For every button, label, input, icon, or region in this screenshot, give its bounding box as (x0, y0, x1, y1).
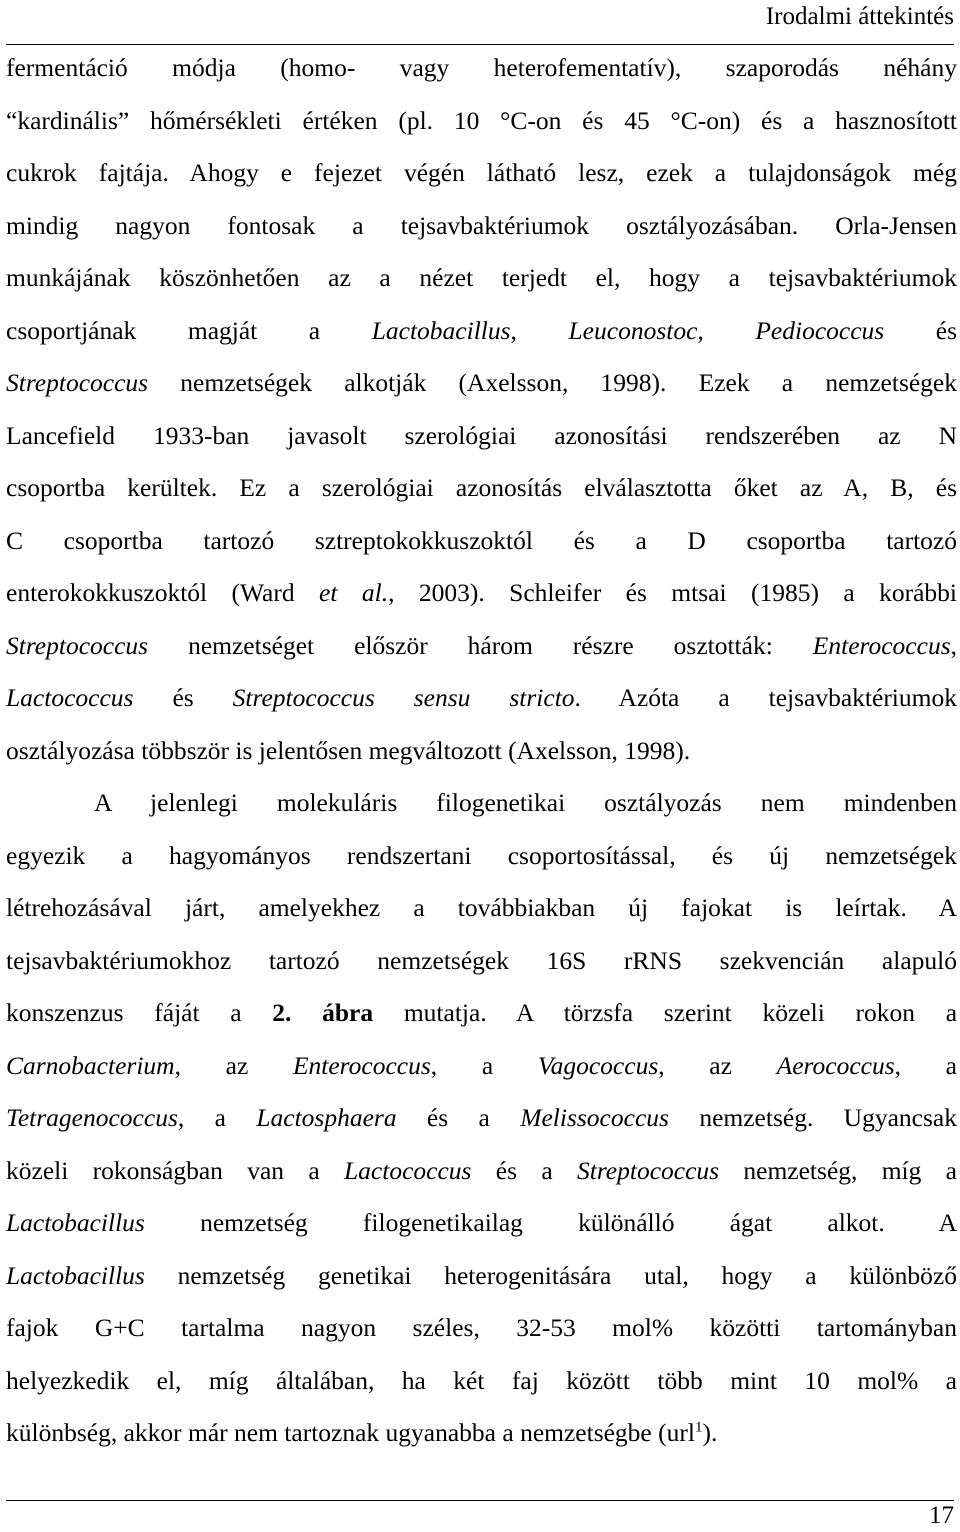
text-segment: nemzetség genetikai heterogenitására utal, hogy a különböző (144, 1260, 957, 1290)
italic-text: Vagococcus (537, 1050, 659, 1080)
text-segment: , (697, 315, 756, 345)
text-segment: , a (430, 1050, 538, 1080)
text-segment: egyezik a hagyományos rendszertani csoportosítással, és új nemzetségek (6, 840, 957, 870)
text-segment: Lancefield 1933-ban javasolt szerológiai azonosítási rendszerében az N (6, 420, 957, 450)
text-segment: , (950, 630, 957, 660)
italic-text: Carnobacterium (6, 1050, 175, 1080)
text-segment: cukrok fajtája. Ahogy e fejezet végén látható lesz, ezek a tulajdonságok még (6, 158, 957, 187)
text-segment: , a (177, 1103, 257, 1132)
bold-text: 2. ábra (272, 998, 374, 1027)
italic-text: Lactobacillus (6, 1260, 145, 1290)
italic-text: Streptococcus (6, 630, 149, 660)
italic-text: Enterococcus (292, 1050, 431, 1080)
text-line (6, 987, 957, 1040)
text-segment: . Azóta a tejsavbaktériumok (574, 683, 957, 712)
italic-text: Streptococcus sensu stricto (232, 683, 575, 712)
footer-rule (6, 1500, 954, 1501)
text-segment: , a (894, 1050, 957, 1080)
text-line (6, 1040, 957, 1093)
text-line (6, 1302, 957, 1355)
text-line (6, 935, 957, 988)
italic-text: Streptococcus (576, 1155, 720, 1185)
italic-text: Pediococcus (755, 315, 885, 345)
italic-text: Lactosphaera (256, 1103, 397, 1132)
italic-text: Lactococcus (6, 683, 134, 712)
text-line (6, 1145, 957, 1198)
text-line (6, 830, 957, 883)
italic-text: Tetragenococcus (6, 1103, 178, 1132)
text-segment: osztályozása többször is jelentősen megváltozott (Axelsson, 1998). (6, 735, 691, 765)
superscript: 1 (694, 1419, 703, 1436)
text-segment: mindig nagyon fontosak a tejsavbaktériumok osztályozásában. Orla-Jensen (6, 210, 957, 240)
text-line (6, 462, 957, 515)
text-segment: csoportjának magját a (6, 315, 372, 345)
text-segment: nemzetség, míg a (719, 1155, 957, 1185)
text-line (6, 725, 957, 778)
text-segment: , (510, 315, 569, 345)
text-segment: , 2003). Schleifer és mtsai (1985) a korábbi (388, 578, 958, 607)
italic-text: Streptococcus (6, 368, 149, 397)
text-line (6, 1197, 957, 1250)
text-segment: , az (174, 1050, 293, 1080)
text-line (6, 252, 957, 305)
text-segment: munkájának köszönhetően az a nézet terjedt el, hogy a tejsavbaktériumok (6, 263, 957, 292)
text-segment: “kardinális” hőmérsékleti értéken (pl. 10 °C-on és 45 °C-on) és a hasznosított (6, 105, 957, 135)
italic-text: Melissococcus (520, 1103, 669, 1132)
text-segment: enterokokkuszoktól (Ward (6, 578, 320, 607)
text-segment: ). (702, 1418, 718, 1447)
text-line (6, 410, 957, 463)
text-segment: A jelenlegi molekuláris filogenetikai osztályozás nem mindenben (94, 788, 957, 817)
text-segment: konszenzus fáját a (6, 998, 273, 1027)
text-line (6, 1407, 957, 1460)
text-segment: nemzetség. Ugyancsak (668, 1103, 957, 1132)
text-line (6, 305, 957, 358)
text-segment: nemzetségek alkotják (Axelsson, 1998). Ezek a nemzetségek (148, 368, 957, 397)
text-segment: közeli rokonságban van a (6, 1155, 344, 1185)
text-line (6, 882, 957, 935)
text-line (6, 147, 957, 200)
text-line (6, 200, 957, 253)
text-segment: fermentáció módja (homo- vagy heterofementatív), szaporodás néhány (6, 53, 957, 82)
body-text (6, 42, 957, 1460)
text-line (6, 620, 957, 673)
text-line (6, 515, 957, 568)
text-line (6, 672, 957, 725)
text-segment: különbség, akkor már nem tartoznak ugyanabba a nemzetségbe (url (6, 1418, 695, 1447)
text-line (6, 1355, 957, 1408)
text-segment: , az (658, 1050, 777, 1080)
text-line (6, 567, 957, 620)
italic-text: Lactobacillus (371, 315, 511, 345)
text-segment: tejsavbaktériumokhoz tartozó nemzetségek 16S rRNS szekvencián alapuló (6, 945, 957, 975)
text-line (6, 1092, 957, 1145)
text-segment: és a (471, 1155, 577, 1185)
text-line (6, 357, 957, 410)
italic-text: Leuconostoc (568, 315, 698, 345)
text-segment: nemzetséget először három részre osztották: (148, 630, 813, 660)
text-line (6, 777, 957, 830)
text-line (6, 1250, 957, 1303)
text-segment: fajok G+C tartalma nagyon széles, 32-53 mol% közötti tartományban (6, 1313, 957, 1342)
text-segment: helyezkedik el, míg általában, ha két faj között több mint 10 mol% a (6, 1365, 957, 1395)
italic-text: Lactobacillus (6, 1208, 145, 1237)
italic-text: Enterococcus (812, 630, 951, 660)
text-segment: mutatja. A törzsfa szerint közeli rokon a (373, 998, 958, 1027)
text-segment: és (884, 315, 958, 345)
text-segment: nemzetség filogenetikailag különálló ágat alkot. A (144, 1208, 957, 1237)
text-line (6, 95, 957, 148)
text-line (6, 42, 957, 95)
text-segment: C csoportba tartozó sztreptokokkuszoktól és a D csoportba tartozó (6, 525, 957, 555)
italic-text: Aerococcus (776, 1050, 895, 1080)
text-segment: létrehozásával járt, amelyekhez a továbbiakban új fajokat is leírtak. A (6, 893, 957, 922)
running-head: Irodalmi áttekintés (765, 3, 954, 30)
italic-text: Lactococcus (344, 1155, 472, 1185)
italic-text: et al. (319, 578, 389, 607)
page-number: 17 (929, 1502, 954, 1529)
text-segment: és (133, 683, 233, 712)
text-segment: csoportba kerültek. Ez a szerológiai azonosítás elválasztotta őket az A, B, és (6, 473, 957, 502)
text-segment: és a (396, 1103, 521, 1132)
